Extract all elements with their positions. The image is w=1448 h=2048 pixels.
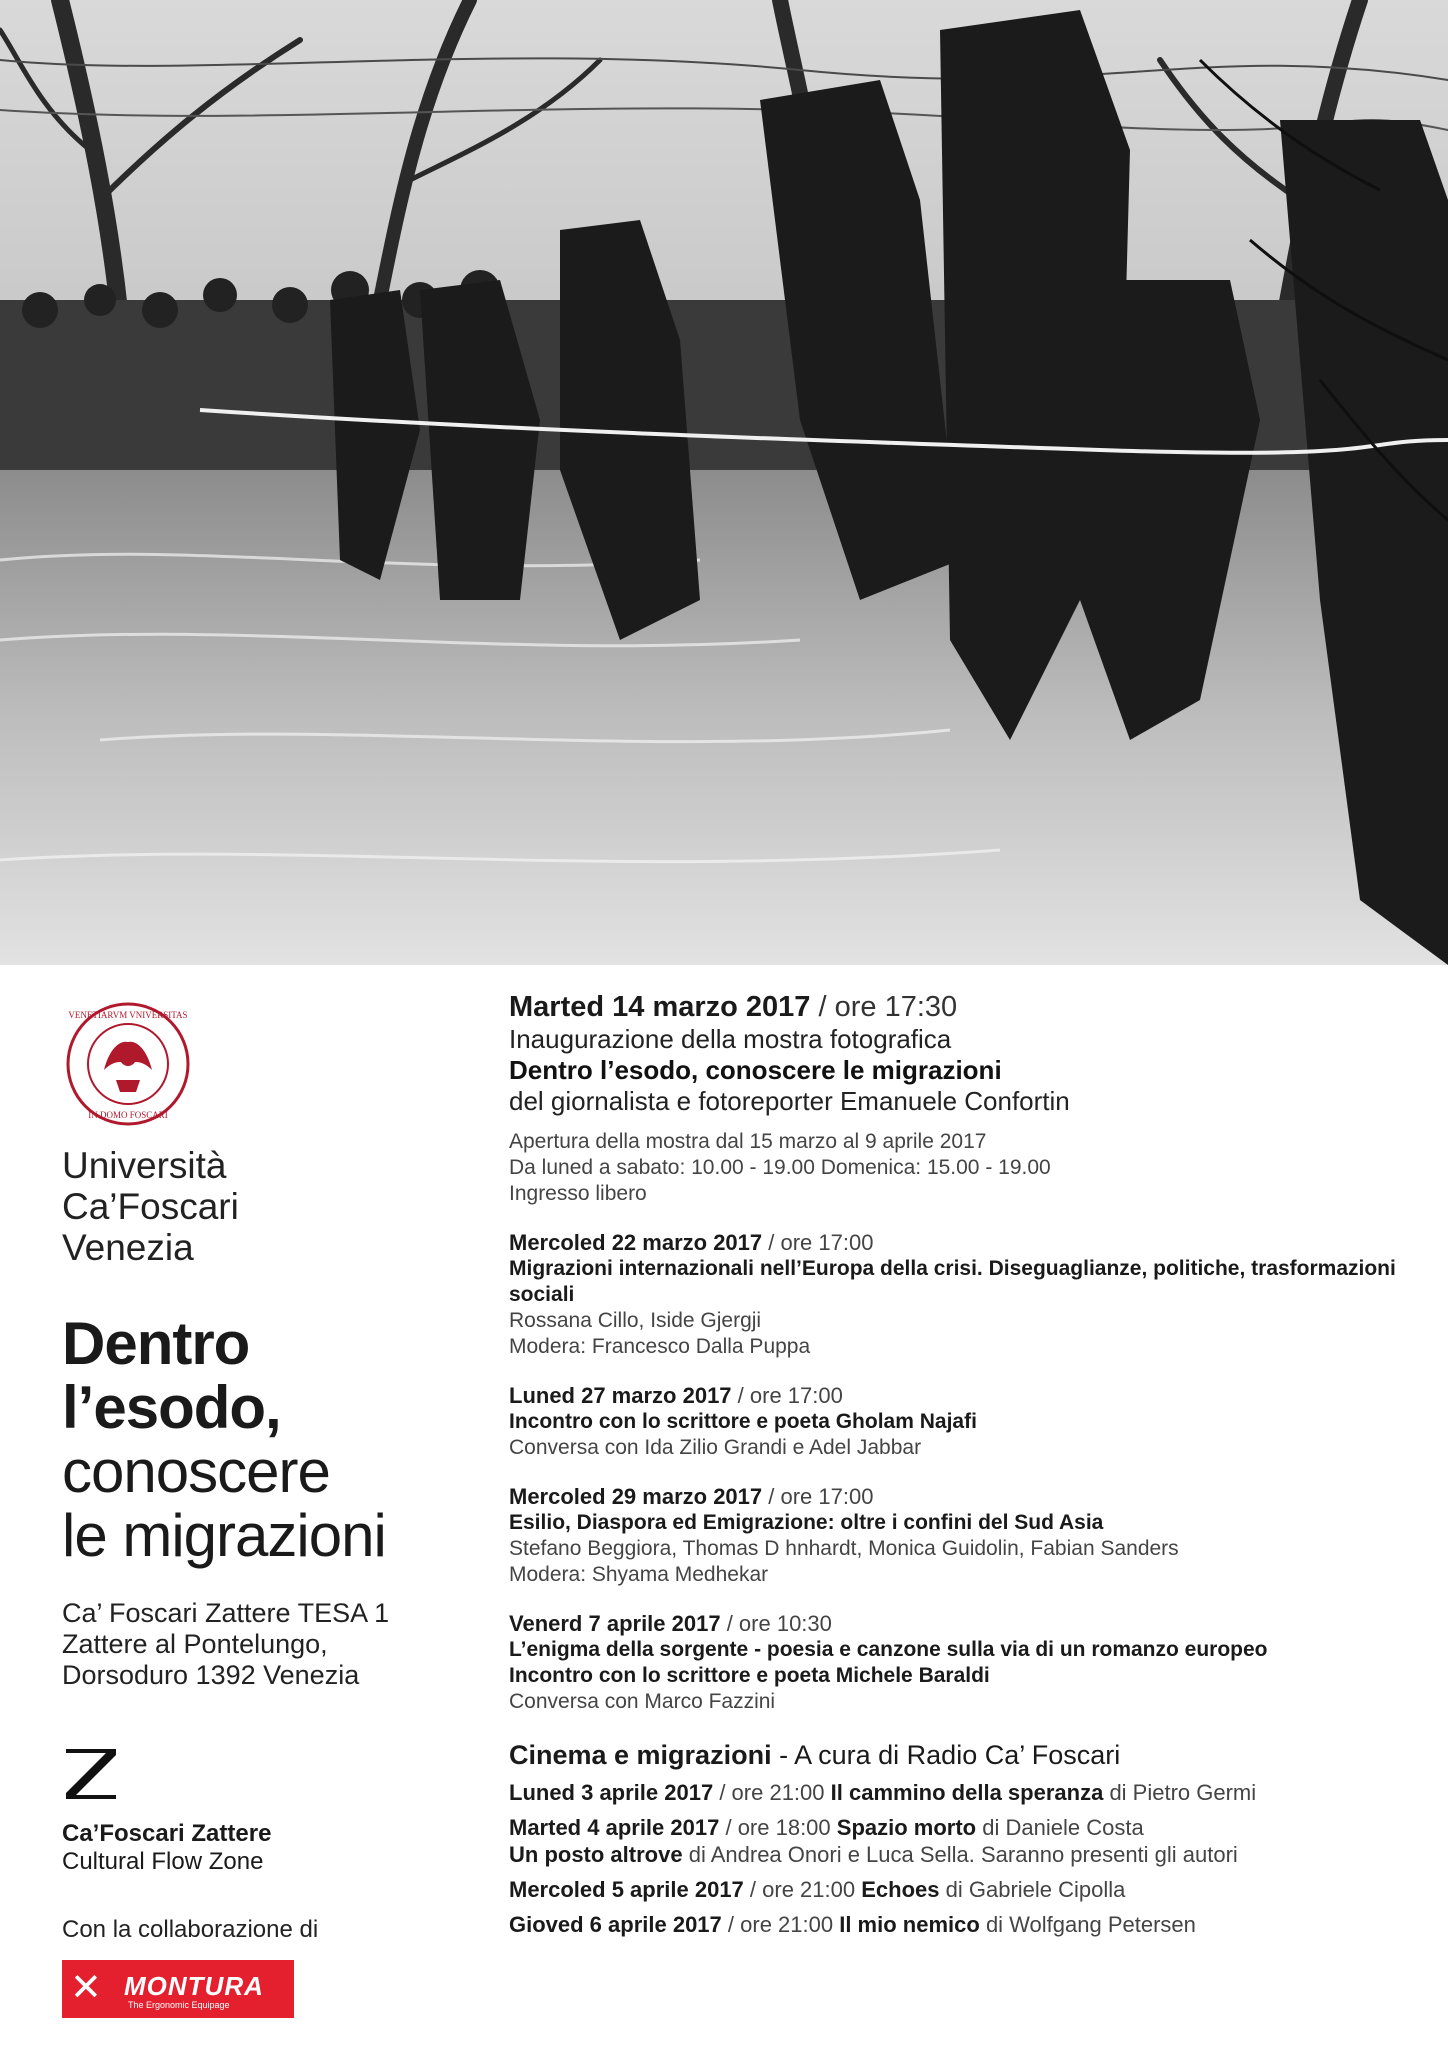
screening-director: di Gabriele Cipolla: [945, 1877, 1126, 1902]
zattere-subtitle: Cultural Flow Zone: [62, 1848, 264, 1875]
venue-line-2: Zattere al Pontelungo,: [62, 1629, 328, 1659]
screening-time: / ore 21:00: [749, 1877, 856, 1902]
event-title: Incontro con lo scrittore e poeta Gholam Najafi: [509, 1410, 977, 1433]
opening-info-3: Ingresso libero: [509, 1182, 647, 1205]
screening-film: Echoes: [861, 1877, 940, 1902]
title-light-1: conoscere: [62, 1438, 330, 1505]
event-item: [509, 1483, 1419, 1588]
title-bold-2: l’esodo,: [62, 1374, 281, 1441]
event-time: / ore 17:00: [768, 1484, 874, 1509]
seal-text-bottom: IN DOMO FOSCARI: [88, 1110, 168, 1120]
university-line-1: Università: [62, 1145, 227, 1186]
screening-item: [509, 1911, 1419, 1938]
venue-line-3: Dorsoduro 1392 Venezia: [62, 1660, 360, 1690]
zattere-name: Ca’Foscari Zattere: [62, 1820, 272, 1847]
venue-line-1: Ca’ Foscari Zattere TESA 1: [62, 1598, 390, 1628]
screening-extra-text: di Andrea Onori e Luca Sella. Saranno presenti gli autori: [688, 1842, 1238, 1867]
event-date: Mercoled 29 marzo 2017: [509, 1484, 763, 1509]
university-line-3: Venezia: [62, 1227, 194, 1268]
event-date: Luned 27 marzo 2017: [509, 1383, 732, 1408]
event-time: / ore 17:00: [737, 1383, 843, 1408]
screening-time: / ore 18:00: [725, 1815, 831, 1840]
collaboration-label: Con la collaborazione di: [62, 1916, 319, 1943]
seal-text-top: VENETIARVM VNIVERSITAS: [68, 1010, 188, 1020]
opening-time: / ore 17:30: [818, 991, 958, 1023]
opening-date: Marted 14 marzo 2017: [509, 991, 811, 1023]
opening-info-2: Da luned a sabato: 10.00 - 19.00 Domenica: 15.00 - 19.00: [509, 1156, 1051, 1179]
event-speakers: Conversa con Marco Fazzini: [509, 1690, 776, 1713]
screening-film: Il mio nemico: [839, 1912, 980, 1937]
screening-date: Gioved 6 aprile 2017: [509, 1912, 722, 1937]
event-time: / ore 10:30: [726, 1611, 832, 1636]
event-speakers: Rossana Cillo, Iside Gjergji: [509, 1309, 762, 1332]
screening-time: / ore 21:00: [719, 1780, 825, 1805]
screening-date: Marted 4 aprile 2017: [509, 1815, 720, 1840]
cinema-curated: - A cura di Radio Ca’ Foscari: [779, 1740, 1121, 1770]
event-item: [509, 1229, 1419, 1360]
opening-info-1: Apertura della mostra dal 15 marzo al 9 aprile 2017: [509, 1130, 987, 1153]
event-item: [509, 1610, 1419, 1715]
event-title: L’enigma della sorgente - poesia e canzone sulla via di un romanzo europeo: [509, 1638, 1268, 1661]
sponsor-name: MONTURA: [124, 1971, 264, 2001]
screening-item: [509, 1779, 1419, 1806]
event-title-2: Incontro con lo scrittore e poeta Michele Baraldi: [509, 1664, 990, 1687]
zattere-z-logo-icon: [62, 1745, 120, 1803]
sponsor-tagline: The Ergonomic Equipage: [128, 2000, 230, 2010]
screening-date: Mercoled 5 aprile 2017: [509, 1877, 744, 1902]
event-date: Mercoled 22 marzo 2017: [509, 1230, 763, 1255]
screening-item: [509, 1876, 1419, 1903]
screening-date: Luned 3 aprile 2017: [509, 1780, 714, 1805]
opening-line-1: Inaugurazione della mostra fotografica: [509, 1024, 952, 1054]
screening-film: Il cammino della speranza: [830, 1780, 1104, 1805]
event-date: Venerd 7 aprile 2017: [509, 1611, 721, 1636]
screening-extra-film: Un posto altrove: [509, 1842, 683, 1867]
event-title: Migrazioni internazionali nell’Europa della crisi. Diseguaglianze, politiche, trasformazioni sociali: [509, 1257, 1396, 1306]
hero-photo: [0, 0, 1448, 965]
screening-director: di Pietro Germi: [1109, 1780, 1257, 1805]
title-bold-1: Dentro: [62, 1310, 250, 1377]
event-time: / ore 17:00: [768, 1230, 874, 1255]
opening-title: Dentro l’esodo, conoscere le migrazioni: [509, 1055, 1002, 1085]
screening-film: Spazio morto: [836, 1815, 977, 1840]
opening-date-line: [509, 990, 1419, 1024]
screening-extra: [509, 1841, 1419, 1868]
event-speakers: Stefano Beggiora, Thomas D hnhardt, Monica Guidolin, Fabian Sanders: [509, 1537, 1179, 1560]
screening-director: di Daniele Costa: [982, 1815, 1144, 1840]
university-seal-icon: [64, 1000, 192, 1128]
screening-time: / ore 21:00: [727, 1912, 834, 1937]
screening-director: di Wolfgang Petersen: [985, 1912, 1196, 1937]
sponsor-mark-icon: ✕: [70, 1967, 102, 2009]
left-column: [62, 1000, 462, 2018]
opening-info: [509, 1129, 1419, 1207]
event-moderator: Modera: Shyama Medhekar: [509, 1563, 769, 1586]
event-title: Esilio, Diaspora ed Emigrazione: oltre i confini del Sud Asia: [509, 1511, 1104, 1534]
program-column: [509, 990, 1419, 1938]
event-moderator: Modera: Francesco Dalla Puppa: [509, 1335, 811, 1358]
exhibition-title: [62, 1312, 462, 1568]
event-speakers: Conversa con Ida Zilio Grandi e Adel Jabbar: [509, 1436, 922, 1459]
opening-line-2: del giornalista e fotoreporter Emanuele Confortin: [509, 1086, 1070, 1116]
cinema-title: Cinema e migrazioni: [509, 1740, 772, 1770]
cinema-heading: [509, 1739, 1419, 1771]
university-line-2: Ca’Foscari: [62, 1186, 239, 1227]
sponsor-logo: [62, 1960, 294, 2018]
venue-address: [62, 1598, 462, 1691]
screening-item: [509, 1814, 1419, 1868]
university-name: [62, 1145, 462, 1268]
event-item: [509, 1382, 1419, 1461]
title-light-2: le migrazioni: [62, 1502, 386, 1569]
